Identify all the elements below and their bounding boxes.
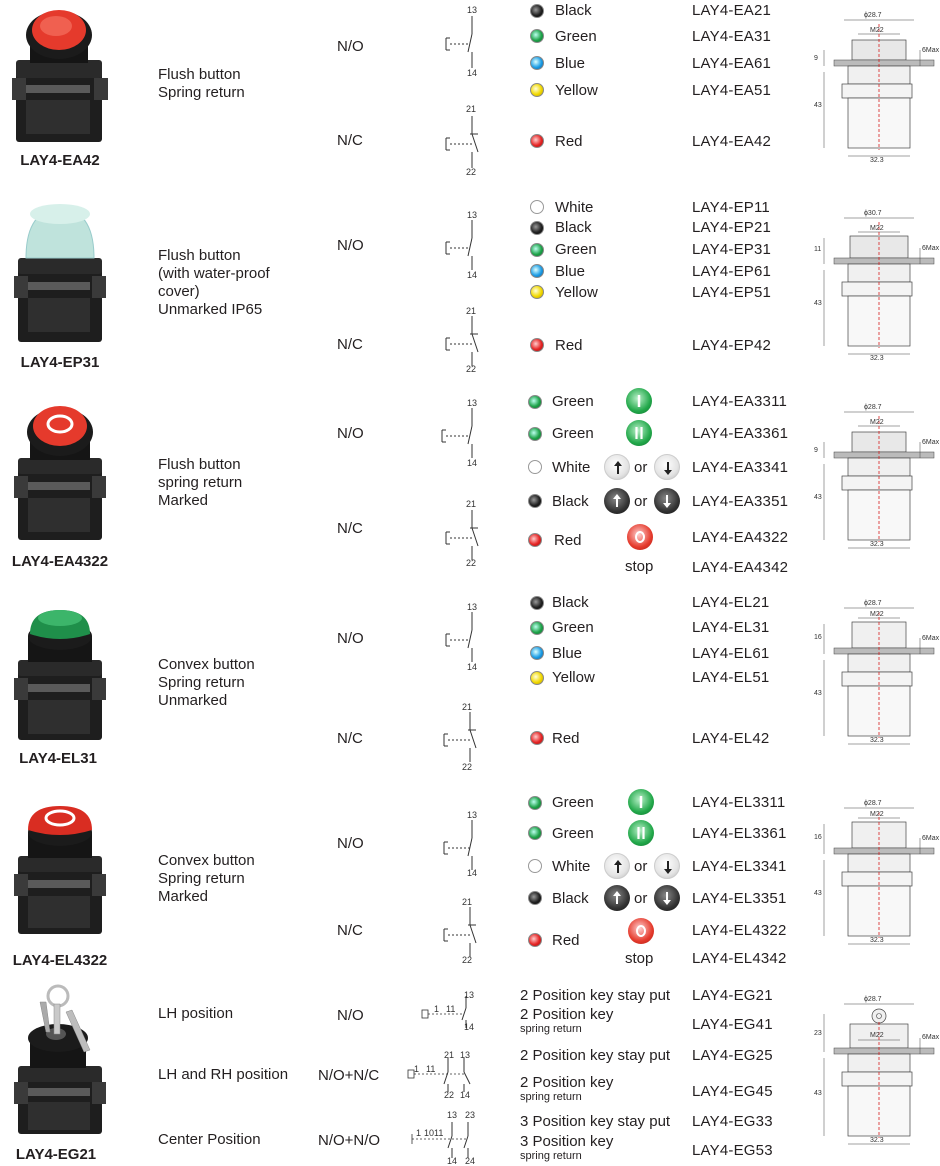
model-label: LAY4-EA4322 (11, 553, 109, 570)
contact-type: N/O+N/C (318, 1067, 380, 1084)
nc-contact-symbol (442, 510, 482, 570)
contact-type-nc: N/C (337, 520, 363, 537)
dimension-drawing: ϕ28.7 M22 9 43 32.3 6Max (814, 12, 940, 164)
color-dot-red (530, 134, 544, 148)
contact-type-nc: N/C (337, 922, 363, 939)
nc-contact-symbol (440, 712, 480, 772)
color-dot-green (530, 243, 544, 257)
contact-type-no: N/O (337, 425, 364, 442)
start-ii-icon (628, 820, 654, 846)
color-dot-white (528, 460, 542, 474)
start-i-icon (626, 388, 652, 414)
position-desc: Center Position (158, 1131, 261, 1148)
arrow-up-icon (604, 853, 630, 879)
color-dot-green (530, 29, 544, 43)
nc-contact-symbol (440, 907, 480, 967)
product-photo-marked-stop-button (8, 396, 118, 546)
color-dot-black (530, 4, 544, 18)
position-desc: LH and RH position (158, 1066, 289, 1083)
color-dot-black (530, 221, 544, 235)
dimension-drawing: ϕ28.7 M22 16 43 32.3 6Max (814, 600, 940, 744)
color-dot-black (530, 596, 544, 610)
product-photo-waterproof-button (8, 196, 118, 346)
color-dot-green (528, 796, 542, 810)
contact-type: N/O (337, 1007, 364, 1024)
stop-label: stop (625, 950, 654, 967)
contact-type-no: N/O (337, 237, 364, 254)
model-label: LAY4-EP31 (20, 354, 100, 371)
model-label: LAY4-EL31 (19, 750, 97, 767)
contact-type-nc: N/C (337, 336, 363, 353)
contact-type-nc: N/C (337, 132, 363, 149)
color-dot-green (528, 427, 542, 441)
arrow-down-icon (654, 853, 680, 879)
color-dot-blue (530, 646, 544, 660)
color-dot-white (530, 200, 544, 214)
start-ii-icon (626, 420, 652, 446)
color-dot-red (528, 533, 542, 547)
key-option: 3 Position key stay put (520, 1113, 671, 1130)
description: Convex button Spring return Unmarked (158, 656, 255, 709)
arrow-up-icon (604, 488, 630, 514)
contact-type-no: N/O (337, 835, 364, 852)
dimension-drawing: ϕ28.7 M22 16 43 32.3 6Max (814, 800, 940, 944)
color-dot-green (528, 395, 542, 409)
nc-contact-symbol (442, 116, 482, 176)
color-dot-yellow (530, 83, 544, 97)
dimension-drawing: ϕ30.7 M22 11 43 32.3 6Max (814, 210, 940, 362)
product-photo-key-switch (6, 982, 116, 1142)
key-option: 2 Position key (520, 1074, 614, 1091)
stop-o-icon (628, 918, 654, 944)
description: Flush button (with water-proof cover) Unmarked IP65 (158, 247, 270, 318)
product-photo-green-convex-button (8, 596, 118, 746)
color-dot-red (530, 338, 544, 352)
color-dot-green (528, 826, 542, 840)
arrow-up-icon (604, 885, 630, 911)
no-contact-symbol (440, 820, 480, 880)
description: Flush button spring return Marked (158, 456, 243, 509)
color-dot-yellow (530, 671, 544, 685)
color-dot-red (530, 731, 544, 745)
arrow-down-icon (654, 488, 680, 514)
product-photo-red-flush-button (8, 0, 118, 150)
arrow-down-icon (654, 885, 680, 911)
no-contact-symbol (438, 408, 478, 468)
contact-type-no: N/O (337, 630, 364, 647)
color-dot-black (528, 891, 542, 905)
stop-o-icon (627, 524, 653, 550)
model-label: LAY4-EL4322 (12, 952, 108, 969)
arrow-down-icon (654, 454, 680, 480)
color-dot-blue (530, 56, 544, 70)
product-photo-red-convex-marked-button (8, 790, 118, 940)
key-option: 3 Position key (520, 1133, 614, 1150)
no-contact-symbol (442, 16, 482, 76)
color-dot-black (528, 494, 542, 508)
start-i-icon (628, 789, 654, 815)
color-dot-red (528, 933, 542, 947)
position-desc: LH position (158, 1005, 234, 1022)
no-contact-symbol (442, 220, 482, 280)
contact-type-no: N/O (337, 38, 364, 55)
no-contact-symbol (442, 612, 482, 672)
color-dot-blue (530, 264, 544, 278)
description: Flush button Spring return (158, 66, 245, 101)
description: Convex button Spring return Marked (158, 852, 255, 905)
key-option: 2 Position key stay put (520, 987, 671, 1004)
stop-label: stop (625, 558, 654, 575)
color-dot-white (528, 859, 542, 873)
color-dot-yellow (530, 285, 544, 299)
contact-type: N/O+N/O (318, 1132, 381, 1149)
model-label: LAY4-EA42 (20, 152, 100, 169)
dimension-drawing: ϕ28.7 M22 9 43 32.3 6Max (814, 404, 940, 548)
dimension-drawing: ϕ28.7 M22 23 43 32.3 6Max (814, 996, 940, 1144)
model-label: LAY4-EG21 (15, 1146, 97, 1163)
key-option: 2 Position key (520, 1006, 614, 1023)
color-dot-green (530, 621, 544, 635)
key-option: 2 Position key stay put (520, 1047, 671, 1064)
arrow-up-icon (604, 454, 630, 480)
nc-contact-symbol (442, 316, 482, 376)
contact-type-nc: N/C (337, 730, 363, 747)
